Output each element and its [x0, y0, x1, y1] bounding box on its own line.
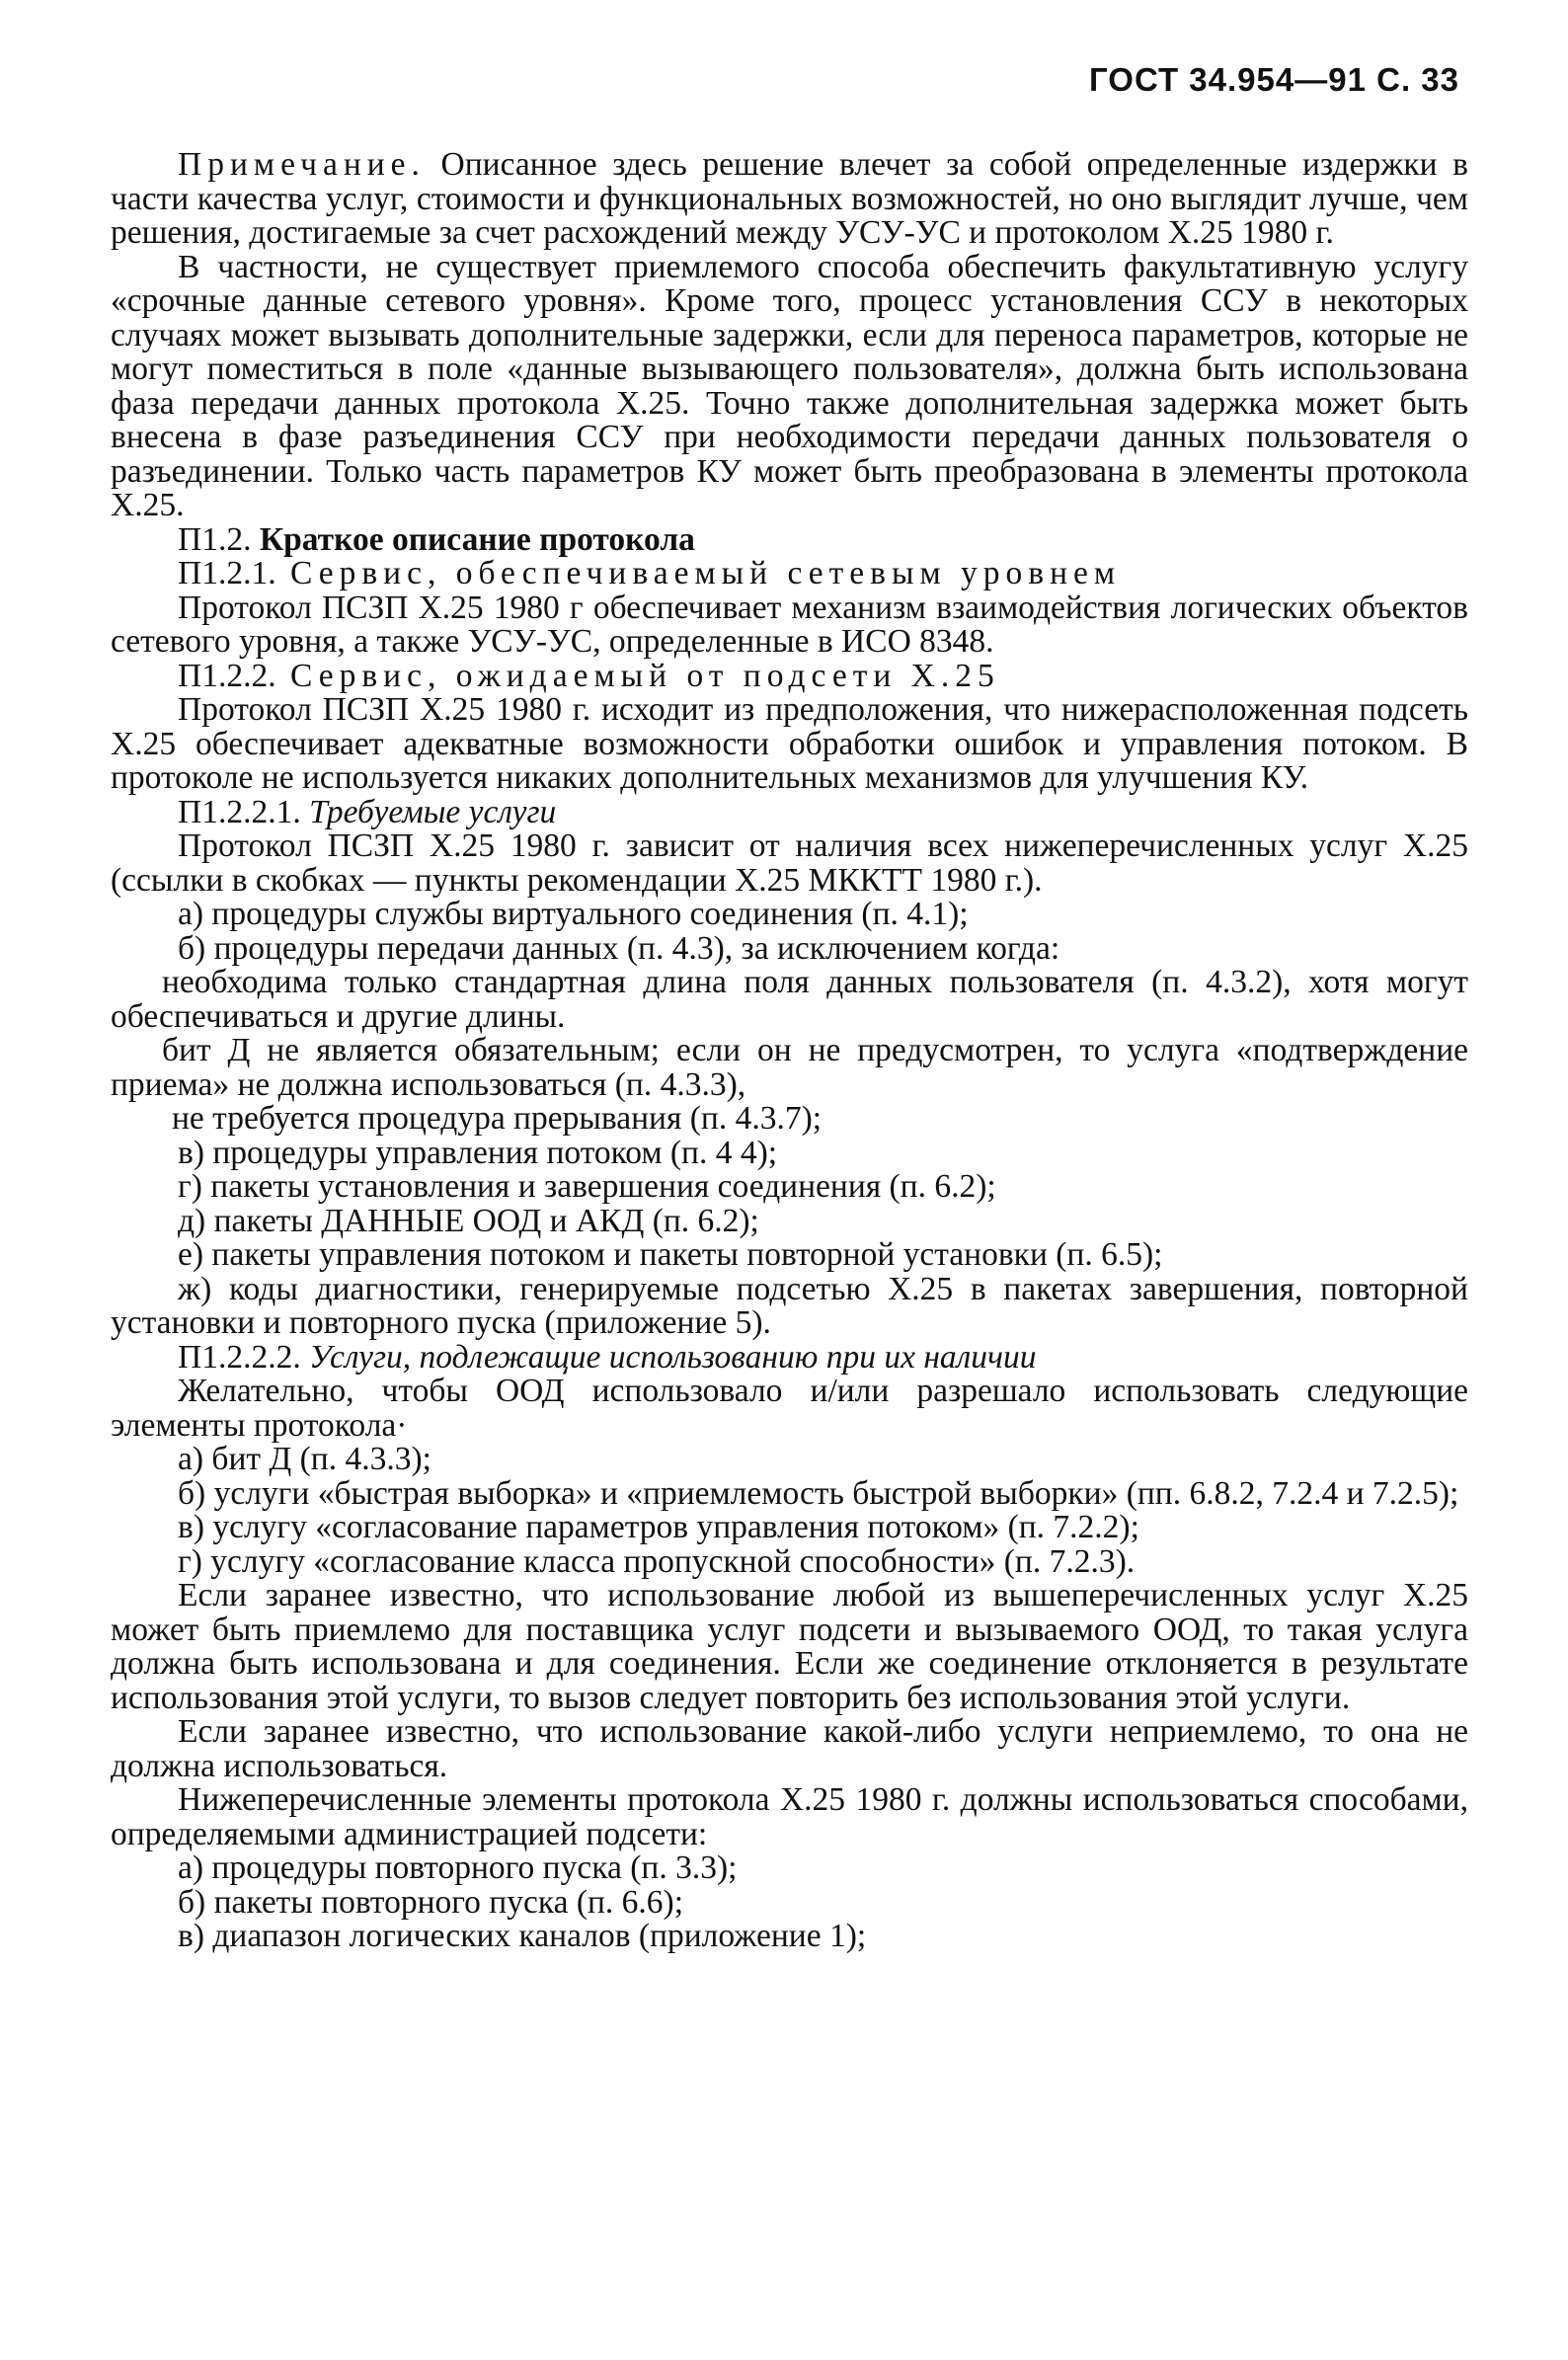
list-item: а) бит Д (п. 4.3.3);	[178, 1441, 431, 1477]
list-item: г) услугу «согласование класса пропускной способности» (п. 7.2.3).	[178, 1542, 1136, 1580]
list-item: а) процедуры службы виртуального соединения (п. 4.1);	[178, 896, 969, 932]
list-item: в) процедуры управления потоком (п. 4 4);	[178, 1134, 778, 1171]
list-item: г) пакеты установления и завершения соединения (п. 6.2);	[178, 1168, 996, 1205]
list-item: б) пакеты повторного пуска (п. 6.6);	[178, 1883, 684, 1921]
list-item: е) пакеты управления потоком и пакеты повторной установки (п. 6.5);	[178, 1236, 1163, 1273]
section-number: П1.2.2.	[178, 657, 276, 694]
paragraph-5: Желательно, чтобы ООД использовало и/или разрешало использовать следующие элементы протокола·	[111, 1373, 1468, 1444]
list-item: в) услугу «согласование параметров управления потоком» (п. 7.2.2);	[178, 1509, 1139, 1545]
section-number: П1.2.1.	[178, 555, 276, 591]
list-item: б) услуги «быстрая выборка» и «приемлемость быстрой выборки» (пп. 6.8.2, 7.2.4 и 7.2.5);	[178, 1474, 1459, 1512]
document-body	[111, 148, 1468, 1954]
section-heading-p1-2-2-2	[111, 1338, 1468, 1376]
section-number: П1.2.2.1.	[178, 793, 301, 830]
section-heading-p1-2	[111, 520, 1468, 558]
paragraph-2: Протокол ПСЗП X.25 1980 г обеспечивает механизм взаимодействия логических объектов сетевого уровня, а также УСУ-УС, определенные в ИСО 8348.	[111, 589, 1468, 660]
section-heading-p1-2-1	[111, 557, 1468, 591]
paragraph-1: В частности, не существует приемлемого способа обеспечить факультативную услугу «срочные данные сетевого уровня». Кроме того, процесс установления ССУ в некоторых случаях может вызывать дополнительные задержки, если для переноса параметров, которые не могут поместиться в поле «данные вызывающего пользователя», должна быть использована фаза передачи данных протокола X.25. Точно также дополнительная задержка может быть внесена в фазе разъединения ССУ при необходимости передачи данных пользователя о разъединении. Только часть параметров КУ может быть преобразована в элементы протокола X.25.	[111, 248, 1468, 523]
section-title: Сервис, обеспечиваемый сетевым уровнем	[275, 555, 1122, 591]
note-label: Примечание.	[178, 146, 426, 183]
list-item: д) пакеты ДАННЫЕ ООД и АКД (п. 6.2);	[178, 1202, 759, 1239]
list-subitem: не требуется процедура прерывания (п. 4.3.7);	[172, 1100, 823, 1137]
section-title: Требуемые услуги	[300, 793, 557, 830]
list-subitem: необходима только стандартная длина поля данных пользователя (п. 4.3.2), хотя могут обеспечиваться и другие длины.	[111, 964, 1468, 1035]
section-heading-p1-2-2	[111, 657, 1468, 694]
list-item: а) процедуры повторного пуска (п. 3.3);	[178, 1849, 738, 1886]
paragraph-3: Протокол ПСЗП X.25 1980 г. исходит из предположения, что нижерасположенная подсеть X.25 обеспечивает адекватные возможности обработки ошибок и управления потоком. В протоколе не используется никаких дополнительных механизмов для улучшения КУ.	[111, 691, 1468, 796]
list-item: в) диапазон логических каналов (приложение 1);	[178, 1918, 867, 1954]
paragraph-4: Протокол ПСЗП X.25 1980 г. зависит от наличия всех нижеперечисленных услуг X.25 (ссылки в скобках — пункты рекомендации X.25 МККТТ 1980 г.).	[111, 827, 1468, 899]
list-subitem: бит Д не является обязательным; если он не предусмотрен, то услуга «подтверждение приема» не должна использоваться (п. 4.3.3),	[111, 1032, 1468, 1103]
section-title: Краткое описание протокола	[251, 520, 695, 558]
paragraph-6: Если заранее известно, что использование любой из вышеперечисленных услуг X.25 может быть приемлемо для поставщика услуг подсети и вызываемого ООД, то такая услуга должна быть использована и для соединения. Если же соединение отклоняется в результате использования этой услуги, то вызов следует повторить без использования этой услуги.	[111, 1577, 1468, 1716]
page-header: ГОСТ 34.954—91 С. 33	[1089, 61, 1459, 98]
paragraph-7: Если заранее известно, что использование какой-либо услуги неприемлемо, то она не должна использоваться.	[111, 1713, 1468, 1784]
section-title: Сервис, ожидаемый от подсети X.25	[275, 657, 1000, 694]
list-item: ж) коды диагностики, генерируемые подсетью X.25 в пакетах завершения, повторной установки и повторного пуска (приложение 5).	[111, 1270, 1468, 1341]
section-heading-p1-2-2-1	[111, 793, 1468, 830]
section-number: П1.2.	[178, 520, 252, 558]
note-paragraph	[111, 148, 1468, 251]
section-title: Услуги, подлежащие использованию при их наличии	[300, 1338, 1037, 1376]
list-item: б) процедуры передачи данных (п. 4.3), за исключением когда:	[178, 929, 1060, 967]
section-number: П1.2.2.2.	[178, 1338, 301, 1376]
paragraph-8: Нижеперечисленные элементы протокола X.25 1980 г. должны использоваться способами, определяемыми администрацией подсети:	[111, 1781, 1468, 1852]
note-text: Описанное здесь решение влечет за собой определенные издержки в части качества услуг, стоимости и функциональных возможностей, но оно выглядит лучше, чем решения, достигаемые за счет расхождений между УСУ-УС и протоколом X.25 1980 г.	[111, 146, 1468, 251]
